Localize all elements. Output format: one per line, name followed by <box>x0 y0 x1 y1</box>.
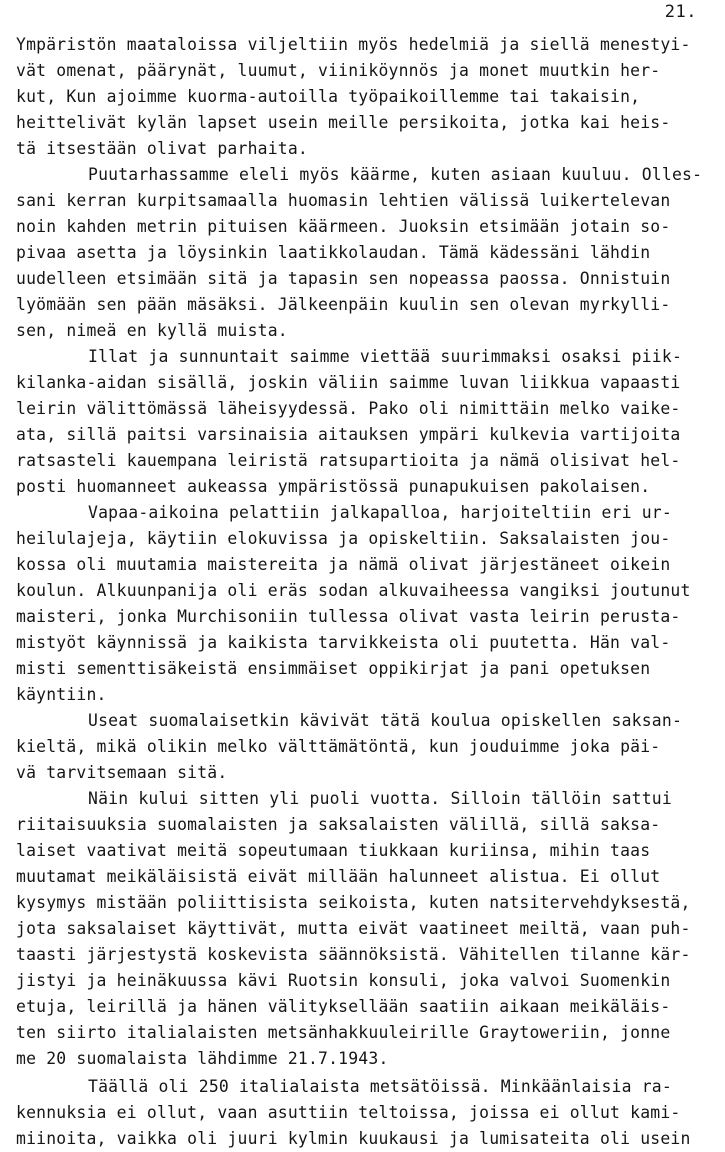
text-line: ten siirto italialaisten metsänhakkuuleirille Graytoweriin, jonne <box>16 1023 671 1042</box>
text-line: Illat ja sunnuntait saimme viettää suurimmaksi osaksi piik- <box>88 347 683 366</box>
text-line: kennuksia ei ollut, vaan asuttiin teltoissa, joissa ei ollut kami- <box>16 1103 681 1122</box>
text-line: vät omenat, päärynät, luumut, viiniköynnös ja monet muutkin her- <box>16 61 661 80</box>
text-line: Näin kului sitten yli puoli vuotta. Silloin tällöin sattui <box>88 789 672 808</box>
text-line: käyntiin. <box>16 685 107 704</box>
text-line: ata, sillä paitsi varsinaisia aitauksen ympäri kulkevia vartijoita <box>16 425 681 444</box>
text-line: pivaa asetta ja löysinkin laatikkolaudan. Tämä kädessäni lähdin <box>16 243 651 262</box>
text-line: kysymys mistään poliittisista seikoista, kuten natsitervehdyksestä, <box>16 893 691 912</box>
text-line: leirin välittömässä läheisyydessä. Pako oli nimittäin melko vaike- <box>16 399 681 418</box>
text-line: Puutarhassamme eleli myös käärme, kuten asiaan kuuluu. Olles- <box>88 165 703 184</box>
text-line: kilanka-aidan sisällä, joskin väliin saimme luvan liikkua vapaasti <box>16 373 681 392</box>
text-line: kossa oli muutamia maistereita ja nämä olivat järjestäneet oikein <box>16 555 671 574</box>
text-line: Ympäristön maataloissa viljeltiin myös hedelmiä ja siellä menestyi- <box>16 35 691 54</box>
text-line: heilulajeja, käytiin elokuvissa ja opiskeltiin. Saksalaisten jou- <box>16 529 671 548</box>
text-line: tä itsestään olivat parhaita. <box>16 139 308 158</box>
text-line: Täällä oli 250 italialaista metsätöissä. Minkäänlaisia ra- <box>88 1077 672 1096</box>
text-line: miinoita, vaikka oli juuri kylmin kuukausi ja lumisateita oli usein <box>16 1129 691 1148</box>
text-line: laiset vaativat meitä sopeutumaan tiukkaan kuriinsa, mihin taas <box>16 841 651 860</box>
text-line: uudelleen etsimään sitä ja tapasin sen nopeassa paossa. Onnistuin <box>16 269 671 288</box>
text-line: lyömään sen pään mäsäksi. Jälkeenpäin kuulin sen olevan myrkylli- <box>16 295 671 314</box>
text-line: Useat suomalaisetkin kävivät tätä koulua opiskellen saksan- <box>88 711 683 730</box>
text-line: misti sementtisäkeistä ensimmäiset oppikirjat ja pani opetuksen <box>16 659 651 678</box>
text-line: koulun. Alkuunpanija oli eräs sodan alkuvaiheessa vangiksi joutunut <box>16 581 691 600</box>
text-line: mistyöt käynnissä ja kaikista tarvikkeista oli puutetta. Hän val- <box>16 633 671 652</box>
text-line: sani kerran kurpitsamaalla huomasin lehtien välissä luikertelevan <box>16 191 671 210</box>
text-line: posti huomanneet aukeassa ympäristössä punapukuisen pakolaisen. <box>16 477 651 496</box>
text-line: riitaisuuksia suomalaisten ja saksalaisten välillä, sillä saksa- <box>16 815 661 834</box>
text-line: sen, nimeä en kyllä muista. <box>16 321 288 340</box>
text-line: taasti järjestystä koskevista säännöksistä. Vähitellen tilanne kär- <box>16 945 691 964</box>
text-line: heittelivät kylän lapset usein meille persikoita, jotka kai heis- <box>16 113 671 132</box>
text-line: kut, Kun ajoimme kuorma-autoilla työpaikoillemme tai takaisin, <box>16 87 641 106</box>
text-line: jistyi ja heinäkuussa kävi Ruotsin konsuli, joka valvoi Suomenkin <box>16 971 671 990</box>
page-number: 21. <box>664 2 697 22</box>
text-line: maisteri, jonka Murchisoniin tullessa olivat vasta leirin perusta- <box>16 607 681 626</box>
text-line: vä tarvitsemaan sitä. <box>16 763 228 782</box>
text-line: noin kahden metrin pituisen käärmeen. Juoksin etsimään jotain so- <box>16 217 671 236</box>
text-line: Vapaa-aikoina pelattiin jalkapalloa, harjoiteltiin eri ur- <box>88 503 672 522</box>
text-line: kieltä, mikä olikin melko välttämätöntä, kun jouduimme joka päi- <box>16 737 661 756</box>
text-line: muutamat meikäläisistä eivät millään halunneet alistua. Ei ollut <box>16 867 661 886</box>
text-line: jota saksalaiset käyttivät, mutta eivät vaatineet meiltä, vaan puh- <box>16 919 691 938</box>
text-line: etuja, leirillä ja hänen välityksellään saatiin aikaan meikäläis- <box>16 997 671 1016</box>
text-line: ratsasteli kauempana leiristä ratsupartioita ja nämä olisivat hel- <box>16 451 681 470</box>
text-line: me 20 suomalaista lähdimme 21.7.1943. <box>16 1049 389 1068</box>
